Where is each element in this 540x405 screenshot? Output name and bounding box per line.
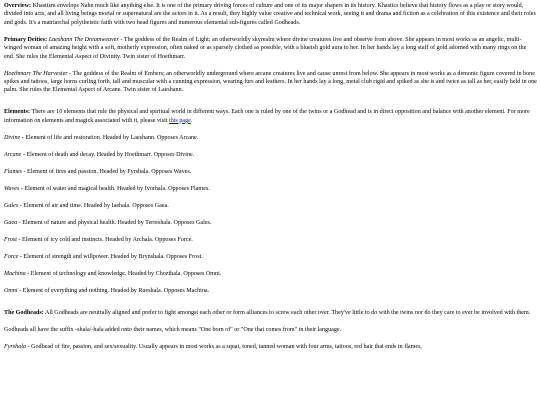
element-name: Omni <box>4 287 18 294</box>
elements-text-end: . <box>190 117 193 124</box>
primary-deities-heading: Primary Deities: <box>4 36 48 43</box>
element-item <box>4 270 537 278</box>
elements-page-link[interactable]: this page <box>169 117 191 124</box>
fyrshala-text: - Godhead of fire, passion, and sex/sexuality. Usually appears in most works as a squat, toned, tanned woman with four arms, tattoos, red hair that ends in flames, <box>26 343 422 350</box>
element-name: Machina <box>4 270 26 277</box>
laeshann-paragraph <box>4 36 537 61</box>
element-desc: - Element of nature and physical health. Headed by Terreshala. Opposes Gales. <box>17 219 212 226</box>
fyrshala-name: Fyrshala <box>4 343 27 350</box>
element-name: Force <box>4 253 19 260</box>
element-desc: - Element of icy cold and instincts. Headed by Archala. Opposes Force. <box>16 236 193 243</box>
hoethmarr-paragraph <box>4 70 537 95</box>
element-item <box>4 236 537 244</box>
element-desc: - Element of death and decay. Headed by Hoethmarr. Opposes Divine. <box>21 151 195 158</box>
element-desc: - Element of water and magical health. Headed by Ivorhala. Opposes Flames. <box>19 185 210 192</box>
element-name: Divine <box>4 134 21 141</box>
laeshann-text: - The goddess of the Realm of Light; an otherworldly skyrealm where divine creatures live and observe from above. She appears in most works as an angelic, multi-winged woman of amazing height with a soft, motherly expression, often naked or as sparsely clothed as possible, with a blueish gold aura to her. In her hands lay a long staff of gold adorned with many rings on the end. She rules the Elemental Aspect of Divinity. Twin sister of Hoethmarr. <box>4 36 527 60</box>
hoethmarr-name: Hoethmarr The Harvester <box>4 70 68 77</box>
element-name: Gaea <box>4 219 18 226</box>
element-desc: - Element of air and time. Headed by Iaehala. Opposes Gaea. <box>18 202 169 209</box>
godheads-paragraph <box>4 309 537 317</box>
element-desc: - Element of technology and knowledge. Headed by Chozthala. Opposes Omni. <box>25 270 222 277</box>
element-name: Arcane <box>4 151 22 158</box>
elements-heading: Elements: <box>4 109 31 116</box>
element-desc: - Element of everything and nothing. Headed by Rueshala. Opposes Machina. <box>17 287 210 294</box>
element-item <box>4 202 537 210</box>
element-name: Flames <box>4 168 22 175</box>
element-item <box>4 168 537 176</box>
element-item <box>4 219 537 227</box>
godheads-suffix-note: Godheads all have the suffix -shala/-hala added onto their names, which means "One born of" or "One that comes from" in their language. <box>4 326 342 333</box>
element-item <box>4 151 537 159</box>
element-name: Waves <box>4 185 20 192</box>
overview-text: Khastism envelops Nahn much like anything else. It is one of the primary driving forces of culture and one of its major shapers in its history. Khastics believe that history flows as a play or story would, divided into acts, and all living beings mortal or supernatural are the actors in it. As a result, they highly value creative and technical work, seeing it and drama and fiction as a celebration of this existence and their roles and gods. It's a matriarchal polytheistic faith with two head figures and numerous elemental sub-figures called Godheads. <box>4 3 536 26</box>
element-desc: - Element of fires and passion. Headed by Fyrshala. Opposes Waves. <box>21 168 192 175</box>
overview-heading: Overview: <box>4 3 32 9</box>
element-item <box>4 287 537 295</box>
element-name: Frost <box>4 236 17 243</box>
godheads-heading: The Godheads: <box>4 309 44 316</box>
element-item <box>4 185 537 193</box>
fyrshala-paragraph <box>4 343 537 350</box>
laeshann-name: Laeshann The Dreamweaver <box>48 36 119 43</box>
elements-paragraph <box>4 108 537 125</box>
element-item <box>4 253 537 261</box>
elements-text: There are 10 elements that rule the physical and spiritual world in different ways. Each one is ruled by one of the twins or a Godhead and is in direct opposition and balance with another element. For more information on elements and magick associated with it, please visit <box>4 109 530 124</box>
element-name: Gales <box>4 202 19 209</box>
element-item <box>4 134 537 142</box>
overview-paragraph <box>4 2 537 27</box>
hoethmarr-text: - The goddess of the Realm of Embers; an otherworldly underground where arcane creatures live and cause unrest from below. She appears in most works as a demonic figure covered in bone spikes and tattoos, large horns curling forth, tall and muscular with a cunning expression, wearing furs and leathers. In her hands lay a long, metal club rigid and spiked as she is and twice as tall as her, easily held in one palm. She rules the Elemental Aspect of Arcane. Twin sister of Laeshann. <box>4 70 537 94</box>
element-desc: - Element of life and restoration. Headed by Laeshann. Opposes Arcane. <box>20 134 199 141</box>
element-desc: - Element of strength and willpower. Headed by Brynshala. Opposes Frost. <box>18 253 203 260</box>
godheads-text: All Godheads are neutrally aligned and prefer to fight amongst each other or form alliances to screw each other over. They've little to do with the twins nor do they care to ever be involved with them. <box>44 309 531 316</box>
